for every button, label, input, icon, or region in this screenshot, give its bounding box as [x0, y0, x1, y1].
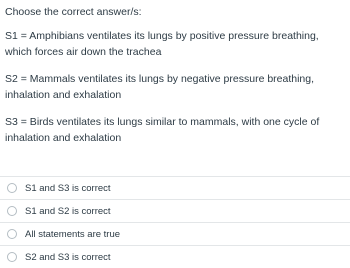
- answer-label: S2 and S3 is correct: [25, 251, 111, 263]
- radio-button[interactable]: [7, 206, 17, 216]
- question-instruction: Choose the correct answer/s:: [5, 6, 142, 18]
- statement-s1: S1 = Amphibians ventilates its lungs by positive pressure breathing, which forces air down the trachea: [5, 30, 319, 58]
- answer-label: All statements are true: [25, 228, 121, 240]
- statement-s3: S3 = Birds ventilates its lungs similar to mammals, with one cycle of inhalation and exhalation: [5, 116, 320, 144]
- answer-option-4[interactable]: [0, 245, 350, 268]
- radio-button[interactable]: [7, 183, 17, 193]
- answer-option-2[interactable]: [0, 199, 350, 222]
- answer-label: S1 and S2 is correct: [25, 205, 111, 217]
- answer-label: S1 and S3 is correct: [25, 182, 111, 194]
- answer-option-1[interactable]: [0, 176, 350, 199]
- radio-button[interactable]: [7, 229, 17, 239]
- answer-option-3[interactable]: [0, 222, 350, 245]
- radio-button[interactable]: [7, 252, 17, 262]
- answer-list: [0, 176, 350, 268]
- question-block: [5, 4, 347, 157]
- statement-s2: S2 = Mammals ventilates its lungs by negative pressure breathing, inhalation and exhalation: [5, 73, 315, 101]
